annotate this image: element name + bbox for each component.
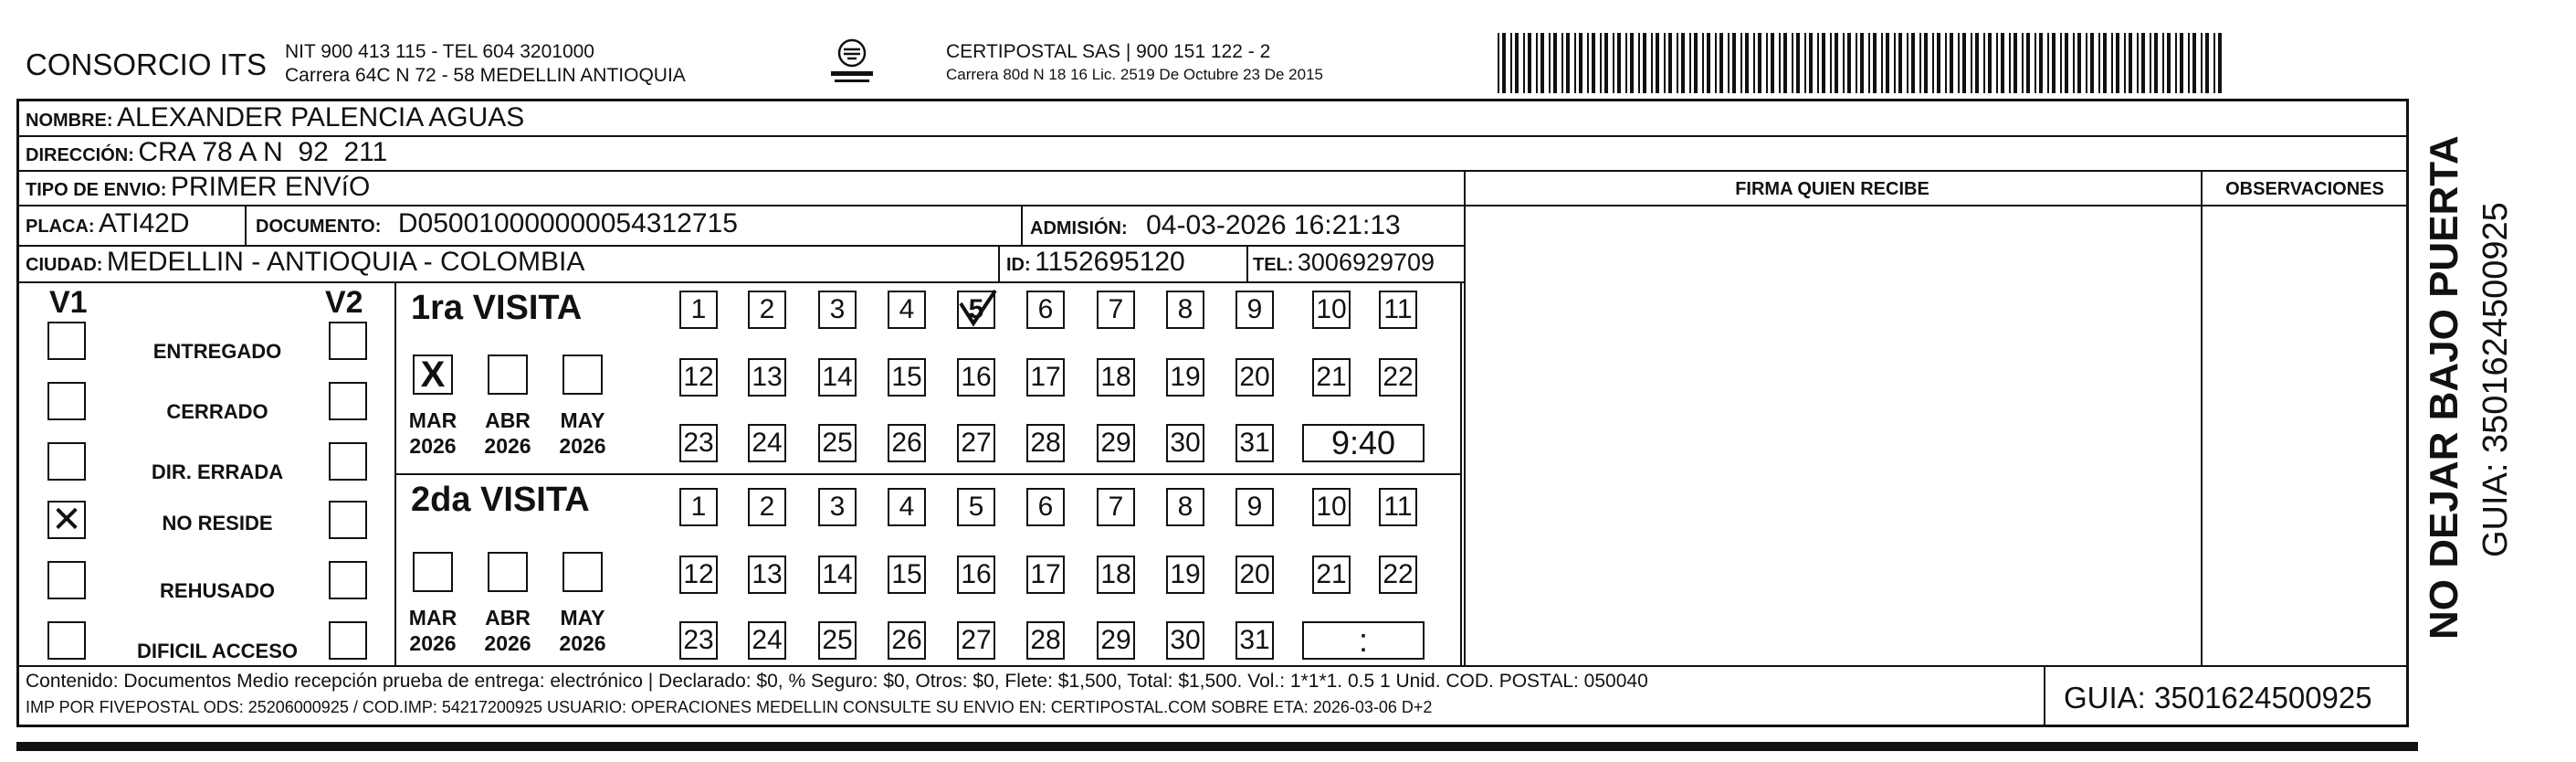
day-box[interactable]: 31: [1235, 621, 1274, 660]
month-checkbox[interactable]: [488, 552, 528, 592]
observaciones-label: OBSERVACIONES: [2225, 179, 2384, 199]
day-box[interactable]: 8: [1166, 291, 1204, 329]
month-checkbox[interactable]: X: [413, 355, 453, 395]
nombre-label: NOMBRE:: [26, 111, 113, 131]
day-box[interactable]: 13: [748, 556, 786, 594]
day-box[interactable]: 23: [679, 621, 718, 660]
day-box[interactable]: 10: [1312, 291, 1351, 329]
v1-checkbox[interactable]: [47, 382, 86, 420]
month-label: ABR 2026: [484, 408, 531, 458]
v2-checkbox[interactable]: [329, 442, 367, 481]
placa-label: PLACA:: [26, 217, 95, 237]
id-label: ID:: [1006, 255, 1031, 275]
day-box[interactable]: 2: [748, 488, 786, 526]
day-box[interactable]: 4: [888, 488, 926, 526]
day-box[interactable]: 25: [818, 424, 857, 462]
v2-checkbox[interactable]: [329, 382, 367, 420]
v2-checkbox[interactable]: [329, 621, 367, 660]
day-box[interactable]: 28: [1026, 424, 1065, 462]
v1-checkbox[interactable]: [47, 621, 86, 660]
imp-line: IMP POR FIVEPOSTAL ODS: 25206000925 / COD.IMP: 54217200925 USUARIO: OPERACIONES MEDELLIN CONSULTE SU ENVIO EN: CERTIPOSTAL.COM SOBRE ETA: 2026-03-06 D+2: [26, 698, 1433, 716]
company-address-line: Carrera 64C N 72 - 58 MEDELLIN ANTIOQUIA: [285, 65, 686, 86]
day-box[interactable]: 19: [1166, 556, 1204, 594]
day-box[interactable]: 6: [1026, 291, 1065, 329]
day-box[interactable]: 11: [1379, 488, 1417, 526]
tipo-envio-label: TIPO DE ENVIO:: [26, 180, 167, 200]
day-box[interactable]: 22: [1379, 358, 1417, 397]
day-box[interactable]: 14: [818, 556, 857, 594]
day-box[interactable]: 3: [818, 488, 857, 526]
day-box[interactable]: 21: [1312, 358, 1351, 397]
day-box[interactable]: 24: [748, 424, 786, 462]
day-box[interactable]: 13: [748, 358, 786, 397]
day-box[interactable]: 5: [957, 291, 995, 329]
status-label: REHUSADO: [160, 579, 275, 602]
day-box[interactable]: 27: [957, 621, 995, 660]
day-box[interactable]: 10: [1312, 488, 1351, 526]
v1-checkbox[interactable]: [47, 322, 86, 360]
day-box[interactable]: 31: [1235, 424, 1274, 462]
time-box[interactable]: 9:40: [1302, 424, 1425, 462]
day-box[interactable]: 30: [1166, 621, 1204, 660]
day-box[interactable]: 16: [957, 556, 995, 594]
day-box[interactable]: 27: [957, 424, 995, 462]
day-box[interactable]: 25: [818, 621, 857, 660]
v1-checkbox[interactable]: [47, 561, 86, 599]
carrier-line: CERTIPOSTAL SAS | 900 151 122 - 2: [946, 41, 1271, 62]
bottom-edge: [16, 742, 2418, 751]
side-guia: GUIA: 3501624500925: [2476, 202, 2515, 557]
v1-label: V1: [49, 285, 88, 320]
status-label: ENTREGADO: [152, 340, 282, 363]
status-label: DIFICIL ACCESO: [136, 640, 298, 662]
day-box[interactable]: 9: [1235, 291, 1274, 329]
time-box[interactable]: :: [1302, 621, 1425, 660]
day-box[interactable]: 21: [1312, 556, 1351, 594]
v2-label: V2: [325, 285, 363, 320]
footer-guia: GUIA: 3501624500925: [2064, 681, 2372, 714]
carrier-license-line: Carrera 80d N 18 16 Lic. 2519 De Octubre 23 De 2015: [946, 66, 1323, 83]
day-box[interactable]: 9: [1235, 488, 1274, 526]
day-box[interactable]: 19: [1166, 358, 1204, 397]
documento-label: DOCUMENTO:: [256, 217, 382, 237]
month-checkbox[interactable]: [488, 355, 528, 395]
day-box[interactable]: 29: [1097, 424, 1135, 462]
company-name: CONSORCIO ITS: [26, 48, 268, 81]
month-label: MAY 2026: [559, 606, 606, 655]
day-box[interactable]: 12: [679, 358, 718, 397]
day-check-mark: [955, 287, 999, 331]
tipo-envio-value: PRIMER ENVíO: [170, 172, 371, 202]
tel-value: 3006929709: [1297, 249, 1435, 276]
admision-value: 04-03-2026 16:21:13: [1146, 210, 1401, 240]
v2-checkbox[interactable]: [329, 501, 367, 539]
month-label: MAR 2026: [408, 408, 457, 458]
day-box[interactable]: 11: [1379, 291, 1417, 329]
id-value: 1152695120: [1035, 247, 1185, 277]
v2-checkbox[interactable]: [329, 322, 367, 360]
v1-checkbox[interactable]: [47, 442, 86, 481]
day-box[interactable]: 20: [1235, 556, 1274, 594]
ciudad-label: CIUDAD:: [26, 255, 103, 275]
day-box[interactable]: 15: [888, 358, 926, 397]
day-box[interactable]: 28: [1026, 621, 1065, 660]
certipostal-logo: [825, 37, 878, 91]
day-box[interactable]: 14: [818, 358, 857, 397]
day-box[interactable]: 17: [1026, 556, 1065, 594]
status-label: NO RESIDE: [162, 512, 273, 534]
direccion-label: DIRECCIÓN:: [26, 145, 134, 165]
day-box[interactable]: 3: [818, 291, 857, 329]
placa-value: ATI42D: [99, 208, 190, 238]
day-box[interactable]: 24: [748, 621, 786, 660]
month-checkbox[interactable]: [413, 552, 453, 592]
day-box[interactable]: 7: [1097, 488, 1135, 526]
no-dejar-bajo-puerta: NO DEJAR BAJO PUERTA: [2422, 135, 2466, 640]
day-box[interactable]: 16: [957, 358, 995, 397]
day-box[interactable]: 30: [1166, 424, 1204, 462]
day-box[interactable]: 12: [679, 556, 718, 594]
barcode: [1498, 33, 2228, 93]
day-box[interactable]: 6: [1026, 488, 1065, 526]
month-label: MAY 2026: [559, 408, 606, 458]
day-box[interactable]: 17: [1026, 358, 1065, 397]
day-box[interactable]: 8: [1166, 488, 1204, 526]
nombre-value: ALEXANDER PALENCIA AGUAS: [117, 102, 525, 132]
documento-value: D050010000000054312715: [397, 208, 738, 238]
first-visit-title: 1ra VISITA: [411, 289, 583, 327]
ciudad-value: MEDELLIN - ANTIOQUIA - COLOMBIA: [106, 247, 585, 277]
company-nit-line: NIT 900 413 115 - TEL 604 3201000: [285, 41, 594, 62]
status-label: DIR. ERRADA: [151, 460, 284, 483]
day-box[interactable]: 1: [679, 488, 718, 526]
day-box[interactable]: 5: [957, 488, 995, 526]
day-box[interactable]: 1: [679, 291, 718, 329]
month-label: MAR 2026: [408, 606, 457, 655]
day-box[interactable]: 22: [1379, 556, 1417, 594]
day-box[interactable]: 26: [888, 424, 926, 462]
day-box[interactable]: 26: [888, 621, 926, 660]
v1-checkbox[interactable]: ✕: [47, 501, 86, 539]
day-box[interactable]: 18: [1097, 358, 1135, 397]
status-label: CERRADO: [166, 400, 268, 423]
day-box[interactable]: 4: [888, 291, 926, 329]
day-box[interactable]: 20: [1235, 358, 1274, 397]
month-label: ABR 2026: [484, 606, 531, 655]
v2-checkbox[interactable]: [329, 561, 367, 599]
second-visit-title: 2da VISITA: [411, 481, 590, 519]
day-box[interactable]: 7: [1097, 291, 1135, 329]
month-checkbox[interactable]: [563, 552, 603, 592]
day-box[interactable]: 23: [679, 424, 718, 462]
day-box[interactable]: 18: [1097, 556, 1135, 594]
day-box[interactable]: 29: [1097, 621, 1135, 660]
admision-label: ADMISIÓN:: [1030, 218, 1128, 238]
month-checkbox[interactable]: [563, 355, 603, 395]
day-box[interactable]: 15: [888, 556, 926, 594]
contenido-line: Contenido: Documentos Medio recepción prueba de entrega: electrónico | Declarado: $0, % Seguro: $0, Otros: $0, Flete: $1,500, Total: $1,500. Vol.: 1*1*1. 0.5 1 Unid. COD. POSTAL: 050040: [26, 671, 1648, 692]
tel-label: TEL:: [1253, 255, 1294, 275]
direccion-value: CRA 78 A N 92 211: [138, 137, 388, 167]
day-box[interactable]: 2: [748, 291, 786, 329]
firma-label: FIRMA QUIEN RECIBE: [1735, 179, 1929, 199]
